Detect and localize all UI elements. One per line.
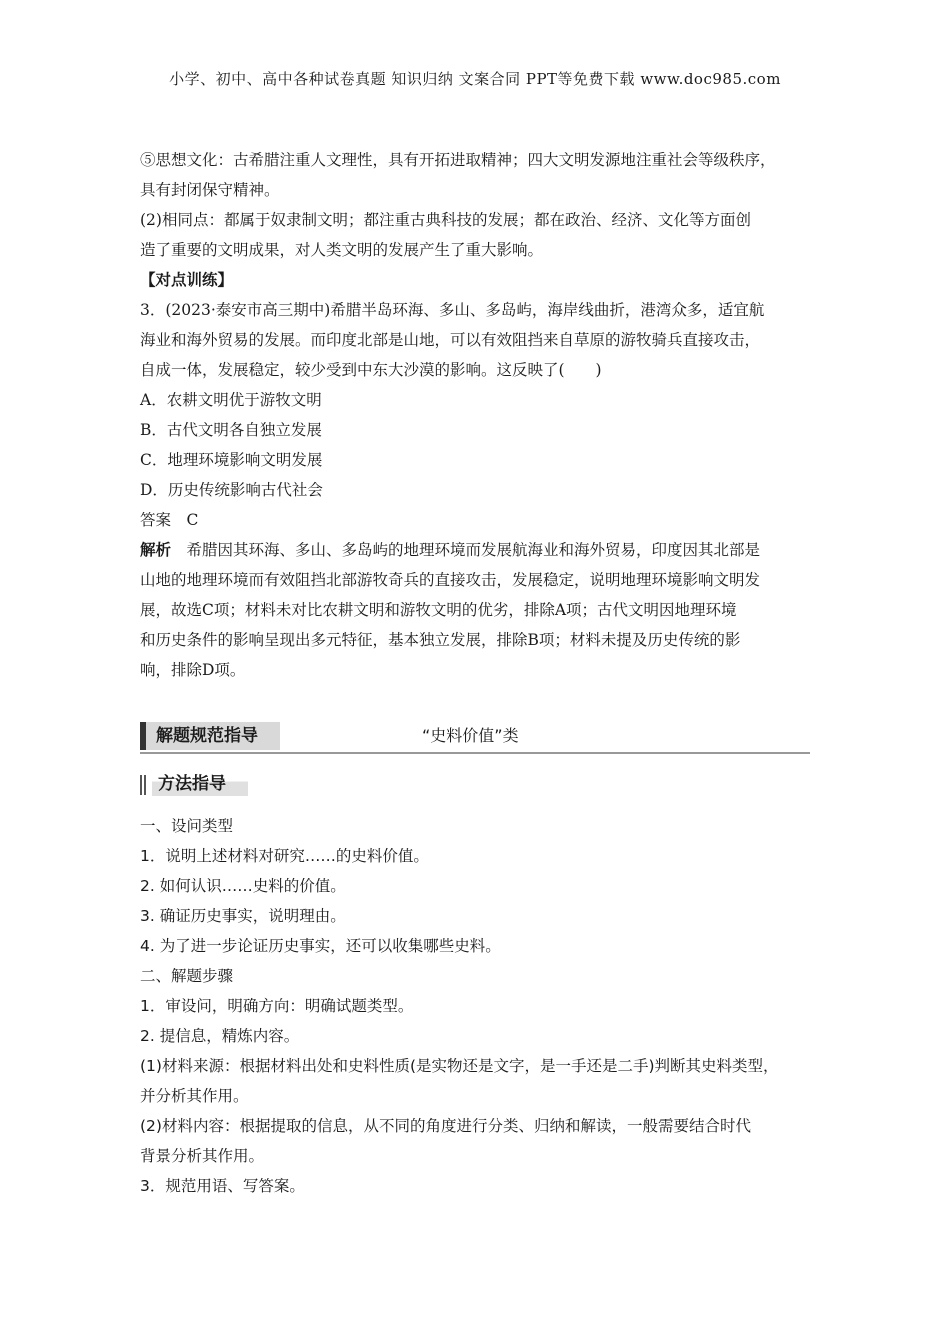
answer-value: C [186,511,199,529]
method-marker-icon [140,775,148,795]
option-a: A．农耕文明优于游牧文明 [140,391,322,409]
option-c: C．地理环境影响文明发展 [140,451,323,469]
page-header: 小学、初中、高中各种试卷真题 知识归纳 文案合同 PPT等免费下载 www.doc985.com [169,70,781,88]
type-item: 4. 为了进一步论证历史事实，还可以收集哪些史料。 [140,937,501,955]
step-item: 3．规范用语、写答案。 [140,1177,305,1195]
question-line: 3．(2023·泰安市高三期中)希腊半岛环海、多山、多岛屿，海岸线曲折，港湾众多，适宜航 [140,301,765,319]
analysis-line [140,540,760,560]
step-item: 1．审设问，明确方向：明确试题类型。 [140,997,414,1015]
type-item: 2. 如何认识……史料的价值。 [140,877,346,895]
step-item: (2)材料内容：根据提取的信息，从不同的角度进行分类、归纳和解读，一般需要结合时代 [140,1117,751,1135]
analysis-label: 解析 [140,540,172,559]
step-item: (1)材料来源：根据材料出处和史料性质(是实物还是文字，是一手还是二手)判断其史料类型， [140,1057,779,1075]
method-heading [140,772,248,798]
analysis-line: 和历史条件的影响呈现出多元特征，基本独立发展，排除B项；材料未提及历史传统的影 [140,631,741,649]
steps-heading: 二、解题步骤 [140,967,234,985]
step-item: 并分析其作用。 [140,1087,249,1105]
analysis-line: 展，故选C项；材料未对比农耕文明和游牧文明的优劣，排除A项；古代文明因地理环境 [140,601,737,619]
option-b: B．古代文明各自独立发展 [140,421,322,439]
section-tag: 解题规范指导 [140,722,280,750]
type-item: 3. 确证历史事实，说明理由。 [140,907,346,925]
paragraph-line: 具有封闭保守精神。 [140,181,280,199]
answer-label: 答案 [140,511,172,529]
type-item: 1．说明上述材料对研究……的史料价值。 [140,847,429,865]
step-item: 2. 提信息，精炼内容。 [140,1027,300,1045]
question-line: 海业和海外贸易的发展。而印度北部是山地，可以有效阻挡来自草原的游牧骑兵直接攻击， [140,331,761,349]
types-heading: 一、设问类型 [140,817,234,835]
step-item: 背景分析其作用。 [140,1147,265,1165]
analysis-line: 响，排除D项。 [140,661,246,679]
paragraph-line: 造了重要的文明成果，对人类文明的发展产生了重大影响。 [140,241,544,259]
section-header [140,722,810,754]
analysis-line: 山地的地理环境而有效阻挡北部游牧奇兵的直接攻击，发展稳定，说明地理环境影响文明发 [140,571,761,589]
question-line: 自成一体，发展稳定，较少受到中东大沙漠的影响。这反映了( ) [140,361,602,379]
section-title: “史料价值”类 [422,726,519,745]
option-d: D．历史传统影响古代社会 [140,481,323,499]
paragraph-line: ⑤思想文化：古希腊注重人文理性，具有开拓进取精神；四大文明发源地注重社会等级秩序， [140,151,776,169]
section-divider [140,752,810,754]
analysis-text: 希腊因其环海、多山、多岛屿的地理环境而发展航海业和海外贸易，印度因其北部是 [186,541,761,559]
practice-heading: 【对点训练】 [140,270,234,289]
method-label: 方法指导 [152,772,248,796]
answer-line [140,510,198,530]
paragraph-line: (2)相同点：都属于奴隶制文明；都注重古典科技的发展；都在政治、经济、文化等方面创 [140,211,751,229]
